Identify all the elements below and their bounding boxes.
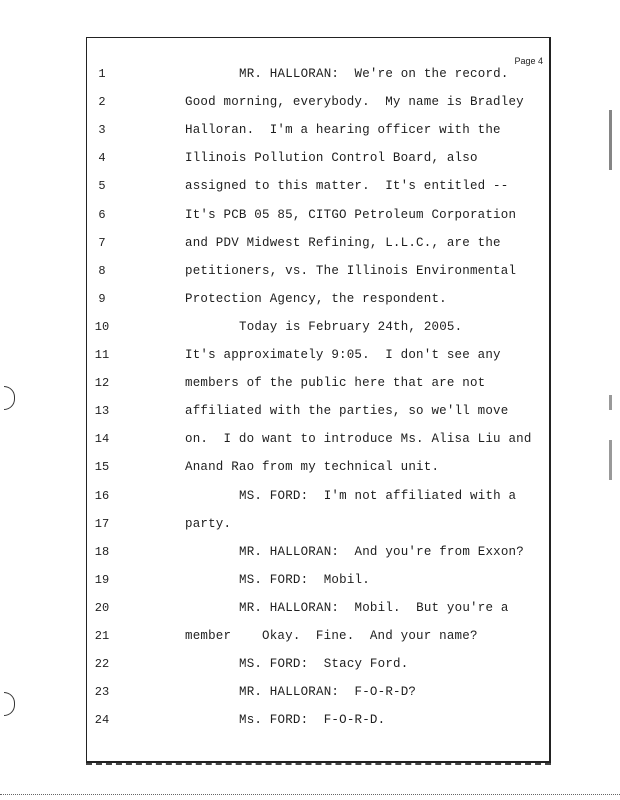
line-number: 24	[94, 713, 110, 728]
line-text: Protection Agency, the respondent.	[185, 291, 447, 306]
line-number: 20	[94, 600, 110, 615]
transcript-line	[87, 148, 549, 168]
bottom-edge-artifact	[86, 763, 551, 768]
line-text: MS. FORD: Mobil.	[239, 572, 370, 587]
transcript-line	[87, 542, 549, 562]
line-number: 14	[94, 432, 110, 447]
transcript-line	[87, 289, 549, 309]
line-text: MR. HALLORAN: F-O-R-D?	[239, 685, 417, 700]
transcript-line	[87, 682, 549, 702]
transcript-line	[87, 233, 549, 253]
line-number: 5	[98, 179, 106, 194]
left-margin-mark	[4, 386, 15, 410]
transcript-line	[87, 345, 549, 365]
transcript-line	[87, 317, 549, 337]
line-number: 6	[98, 207, 106, 222]
line-text: Anand Rao from my technical unit.	[185, 460, 440, 475]
line-text: members of the public here that are not	[185, 376, 486, 391]
transcript-line	[87, 626, 549, 646]
line-text: It's approximately 9:05. I don't see any	[185, 348, 501, 362]
right-margin-mark	[609, 395, 612, 410]
line-number: 17	[94, 516, 110, 531]
line-number: 11	[94, 348, 110, 362]
transcript-line	[87, 654, 549, 674]
line-text: MS. FORD: Stacy Ford.	[239, 657, 409, 672]
line-number: 12	[94, 376, 110, 391]
transcript-line	[87, 261, 549, 281]
line-number: 8	[98, 263, 106, 278]
transcript-line	[87, 373, 549, 393]
line-text: Ms. FORD: F-O-R-D.	[239, 713, 386, 728]
line-number: 21	[94, 629, 110, 643]
line-number: 4	[98, 151, 106, 166]
line-text: petitioners, vs. The Illinois Environmental	[185, 263, 517, 278]
transcript-line	[87, 486, 549, 506]
line-number: 23	[94, 685, 110, 700]
line-number: 7	[98, 235, 106, 250]
line-number: 15	[94, 460, 110, 475]
line-text: Halloran. I'm a hearing officer with the	[185, 123, 501, 138]
line-text: party.	[185, 516, 232, 531]
transcript-line	[87, 457, 549, 477]
transcript-line	[87, 176, 549, 196]
transcript-page	[86, 37, 551, 763]
line-text: MR. HALLORAN: And you're from Exxon?	[239, 544, 524, 559]
transcript-line	[87, 570, 549, 590]
bottom-edge-artifact	[0, 794, 620, 797]
transcript-line	[87, 401, 549, 421]
line-text: MR. HALLORAN: Mobil. But you're a	[239, 600, 509, 615]
line-number: 19	[94, 572, 110, 587]
line-text: Good morning, everybody. My name is Bradley	[185, 95, 524, 110]
line-number: 18	[94, 544, 110, 559]
line-number: 1	[98, 67, 106, 81]
line-number: 10	[94, 319, 110, 334]
line-number: 2	[98, 95, 106, 110]
transcript-line	[87, 64, 549, 84]
line-number: 13	[94, 404, 110, 419]
line-text: on. I do want to introduce Ms. Alisa Liu and	[185, 432, 532, 447]
line-text: affiliated with the parties, so we'll move	[185, 404, 509, 419]
left-margin-mark	[4, 692, 15, 716]
transcript-line	[87, 598, 549, 618]
transcript-line	[87, 710, 549, 730]
line-text: Illinois Pollution Control Board, also	[185, 151, 478, 166]
transcript-line	[87, 429, 549, 449]
transcript-line	[87, 514, 549, 534]
line-text: assigned to this matter. It's entitled --	[185, 179, 509, 194]
line-text: member Okay. Fine. And your name?	[185, 629, 478, 643]
transcript-line	[87, 92, 549, 112]
right-margin-mark	[609, 110, 612, 170]
line-text: It's PCB 05 85, CITGO Petroleum Corporation	[185, 207, 517, 222]
line-number: 3	[98, 123, 106, 138]
line-text: MS. FORD: I'm not affiliated with a	[239, 488, 517, 503]
line-number: 22	[94, 657, 110, 672]
page-number: Page 4	[514, 56, 543, 66]
line-number: 16	[94, 488, 110, 503]
line-text: and PDV Midwest Refining, L.L.C., are the	[185, 235, 501, 250]
line-number: 9	[98, 291, 106, 306]
transcript-line	[87, 205, 549, 225]
right-margin-mark	[609, 440, 612, 480]
line-text: Today is February 24th, 2005.	[239, 319, 463, 334]
transcript-line	[87, 120, 549, 140]
line-text: MR. HALLORAN: We're on the record.	[239, 67, 509, 81]
